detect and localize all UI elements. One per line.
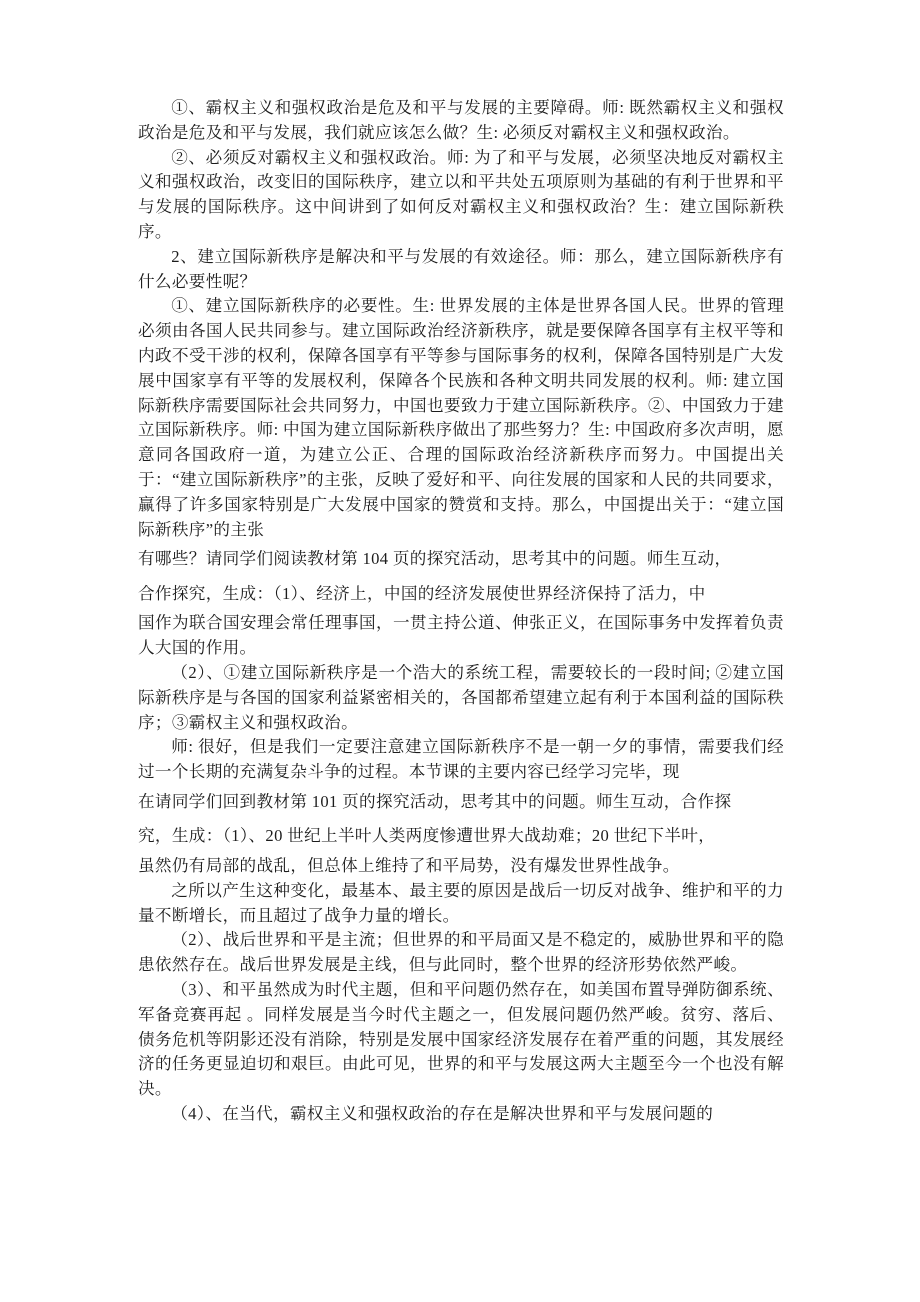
paragraph: （4）、在当代，霸权主义和强权政治的存在是解决世界和平与发展问题的 [171,1103,714,1123]
paragraph: 究，生成：（1）、20 世纪上半叶人类两度惨遭世界大战劫难；20 世纪下半叶， [138,826,716,846]
paragraph: （2）、战后世界和平是主流；但世界的和平局面又是不稳定的，威胁世界和平的隐患依然存在。战后世界发展是主线，但与此同时，整个世界的经济形势依然严峻。 [138,930,784,975]
paragraph: ①、建立国际新秩序的必要性。生: 世界发展的主体是世界各国人民。世界的管理必须由各国人民共同参与。建立国际政治经济新秩序，就是要保障各国享有主权平等和内政不受干涉的权利，保障各国享有平等参与国际事务的权利，保障各国特别是广大发展中国家享有平等的发展权利，保障各个民族和各种文明共同发展的权利。师: 建立国际新秩序需要国际社会共同努力，中国也要致力于建立国际新秩序。②、中国致力于建立国际新秩序。师: 中国为建立国际新秩序做出了那些努力？生: 中国政府多次声明，愿意同各国政府一道，为建立公正、合理的国际政治经济新秩序而努力。中国提出关于：“建立国际新秩序”的主张，反映了爱好和平、向往发展的国家和人民的共同要求，赢得了许多国家特别是广大发展中国家的赞赏和支持。那么，中国提出关于：“建立国际新秩序”的主张 [138,296,784,539]
paragraph: ①、霸权主义和强权政治是危及和平与发展的主要障碍。师: 既然霸权主义和强权政治是危及和平与发展，我们就应该怎么做？生: 必须反对霸权主义和强权政治。 [138,98,784,142]
paragraph: 2、建立国际新秩序是解决和平与发展的有效途径。师：那么，建立国际新秩序有什么必要性呢？ [138,246,784,291]
paragraph: 合作探究，生成：（1）、经济上，中国的经济发展使世界经济保持了活力，中 [138,583,706,603]
paragraph: 有哪些？请同学们阅读教材第 104 页的探究活动，思考其中的问题。师生互动， [138,549,732,569]
paragraph: 虽然仍有局部的战乱，但总体上维持了和平局势，没有爆发世界性战争。 [138,855,680,875]
document-text-body [138,96,784,1127]
paragraph: （2）、①建立国际新秩序是一个浩大的系统工程，需要较长的一段时间; ②建立国际新秩序是与各国的国家利益紧密相关的，各国都希望建立起有利于本国利益的国际秩序；③霸权主义和强权政治。 [138,662,784,732]
paragraph: ②、必须反对霸权主义和强权政治。师: 为了和平与发展，必须坚决地反对霸权主义和强权政治，改变旧的国际秩序，建立以和平共处五项原则为基础的有利于世界和平与发展的国际秩序。这中间讲到了如何反对霸权主义和强权政治？生：建立国际新秩序。 [138,147,784,241]
paragraph: 之所以产生这种变化，最基本、最主要的原因是战后一切反对战争、维护和平的力量不断增长，而且超过了战争力量的增长。 [138,880,784,925]
paragraph: 师: 很好，但是我们一定要注意建立国际新秩序不是一朝一夕的事情，需要我们经过一个长期的充满复杂斗争的过程。本节课的主要内容已经学习完毕，现 [138,737,784,782]
paragraph: 在请同学们回到教材第 101 页的探究活动，思考其中的问题。师生互动，合作探 [138,791,732,811]
paragraph: （3）、和平虽然成为时代主题，但和平问题仍然存在，如美国布置导弹防御系统、军备竞赛再起 。同样发展是当今时代主题之一，但发展问题仍然严峻。贫穷、落后、债务危机等阴影还没有消除，特别是发展中国家经济发展存在着严重的问题，其发展经济的任务更显迫切和艰巨。由此可见，世界的和平与发展这两大主题至今一个也没有解决。 [138,979,784,1099]
paragraph: 国作为联合国安理会常任理事国，一贯主持公道、伸张正义，在国际事务中发挥着负责人大国的作用。 [138,613,784,658]
